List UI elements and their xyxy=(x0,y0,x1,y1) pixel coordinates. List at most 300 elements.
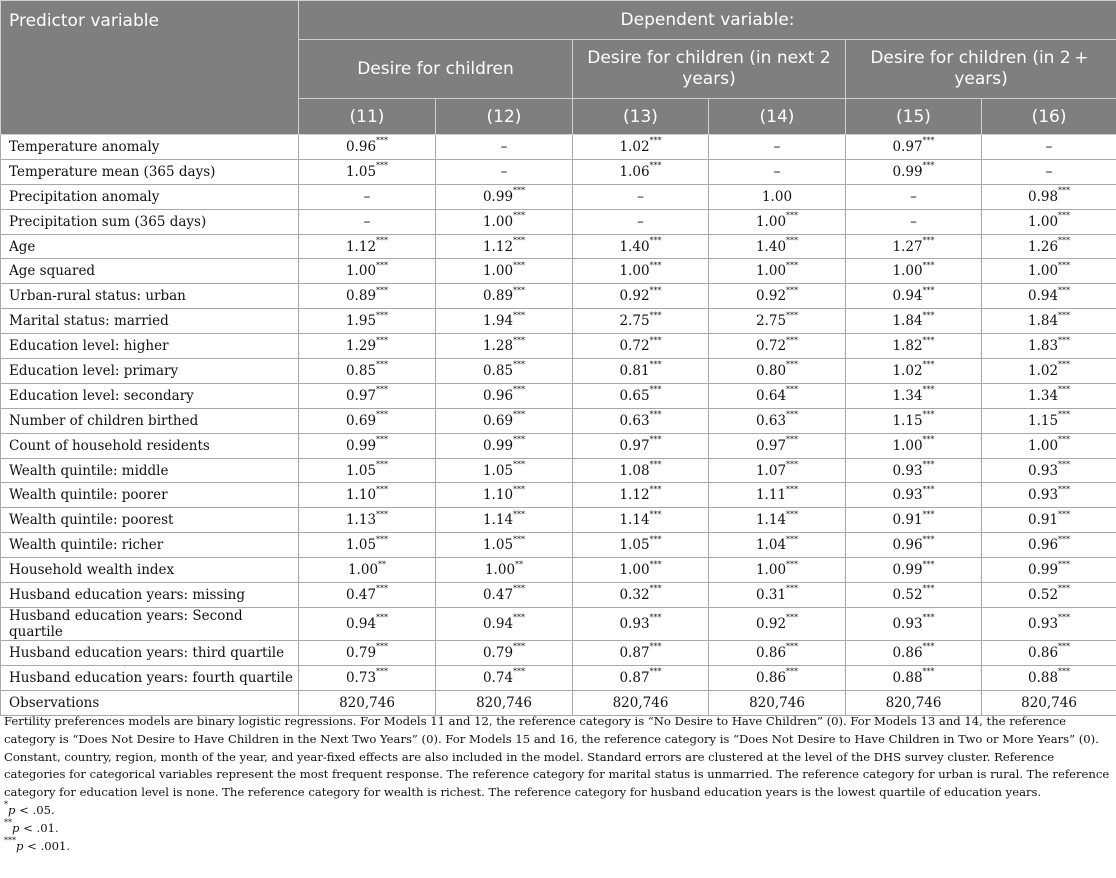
significance-stars: ** xyxy=(515,559,524,569)
table-body xyxy=(1,135,1116,716)
coefficient-cell xyxy=(299,135,436,160)
coefficient-cell xyxy=(436,665,573,690)
coefficient-value: 1.06 xyxy=(619,163,650,180)
coefficient-cell xyxy=(573,640,709,665)
coefficient-value: – xyxy=(773,163,781,180)
coefficient-value: 0.93 xyxy=(1027,462,1059,479)
significance-stars: *** xyxy=(786,310,799,320)
coefficient-value: 1.00 xyxy=(892,263,923,280)
significance-stars: *** xyxy=(513,236,526,245)
coefficient-value: – xyxy=(1045,163,1053,180)
coefficient-value: 0.93 xyxy=(892,487,923,504)
coefficient-value: 0.72 xyxy=(619,338,650,355)
table-row xyxy=(1,458,1116,483)
coefficient-cell xyxy=(982,334,1116,359)
coefficient-cell xyxy=(299,508,436,533)
significance-stars: *** xyxy=(649,509,662,519)
coefficient-value: 1.28 xyxy=(482,338,514,355)
significance-stars: *** xyxy=(376,460,389,470)
coefficient-cell xyxy=(573,334,709,359)
coefficient-value: 1.07 xyxy=(755,462,787,479)
coefficient-cell xyxy=(436,135,573,160)
coefficient-cell xyxy=(299,690,436,715)
coefficient-value: 1.00 xyxy=(347,562,379,579)
coefficient-value: 0.92 xyxy=(755,288,787,305)
significance-stars: *** xyxy=(786,260,799,270)
significance-stars: *** xyxy=(922,667,935,677)
dependent-variable-header: Dependent variable: xyxy=(299,1,1116,40)
coefficient-cell xyxy=(573,483,709,508)
coefficient-value: 1.40 xyxy=(755,238,787,255)
coefficient-value: 1.05 xyxy=(619,537,650,554)
coefficient-value: 0.69 xyxy=(345,412,377,429)
coefficient-cell xyxy=(709,259,846,284)
coefficient-value: 1.15 xyxy=(1027,412,1059,429)
coefficient-cell xyxy=(299,558,436,583)
coefficient-cell xyxy=(299,334,436,359)
coefficient-value: 0.94 xyxy=(345,615,377,632)
coefficient-cell xyxy=(299,259,436,284)
coefficient-value: 1.05 xyxy=(345,462,377,479)
coefficient-cell xyxy=(299,159,436,184)
significance-stars: *** xyxy=(649,667,662,677)
coefficient-value: 1.82 xyxy=(892,338,923,355)
coefficient-value: 0.74 xyxy=(482,669,514,686)
coefficient-value: 1.40 xyxy=(619,238,650,255)
coefficient-cell xyxy=(573,135,709,160)
significance-stars: *** xyxy=(376,613,389,623)
coefficient-cell xyxy=(299,309,436,334)
significance-stars: *** xyxy=(922,534,935,544)
coefficient-cell xyxy=(299,408,436,433)
coefficient-value: 0.63 xyxy=(619,412,650,429)
significance-stars: *** xyxy=(513,385,526,395)
coefficient-cell xyxy=(846,184,982,209)
coefficient-cell xyxy=(573,583,709,608)
row-label: Wealth quintile: poorest xyxy=(1,508,299,533)
coefficient-value: 0.89 xyxy=(345,288,377,305)
coefficient-value: 0.99 xyxy=(1027,562,1059,579)
coefficient-value: 1.34 xyxy=(892,387,923,404)
predictor-header: Predictor variable xyxy=(1,1,299,135)
coefficient-cell xyxy=(846,640,982,665)
significance-stars: *** xyxy=(513,435,526,445)
coefficient-value: 0.99 xyxy=(345,437,377,454)
coefficient-value: 820,746 xyxy=(476,694,532,711)
coefficient-value: 0.93 xyxy=(892,462,923,479)
coefficient-cell xyxy=(573,508,709,533)
coefficient-cell xyxy=(436,259,573,284)
coefficient-cell xyxy=(709,159,846,184)
coefficient-value: 0.52 xyxy=(1027,586,1059,603)
coefficient-value: 1.14 xyxy=(755,512,787,529)
significance-stars: *** xyxy=(1058,667,1071,677)
table-row xyxy=(1,558,1116,583)
significance-stars: *** xyxy=(922,310,935,320)
row-label: Temperature mean (365 days) xyxy=(1,159,299,184)
significance-stars: *** xyxy=(922,285,935,295)
coefficient-cell xyxy=(436,690,573,715)
significance-stars: ** xyxy=(378,559,387,569)
significance-stars: *** xyxy=(649,161,662,171)
coefficient-cell xyxy=(982,508,1116,533)
coefficient-cell xyxy=(299,458,436,483)
coefficient-cell xyxy=(436,159,573,184)
coefficient-value: 1.14 xyxy=(619,512,650,529)
coefficient-cell xyxy=(573,383,709,408)
significance-stars: *** xyxy=(649,460,662,470)
significance-stars: *** xyxy=(786,559,799,569)
coefficient-value: 0.89 xyxy=(482,288,514,305)
coefficient-cell xyxy=(436,309,573,334)
coefficient-cell xyxy=(299,359,436,384)
significance-stars: *** xyxy=(1058,335,1071,345)
significance-stars: *** xyxy=(922,460,935,470)
significance-stars: *** xyxy=(922,136,935,146)
row-label: Husband education years: missing xyxy=(1,583,299,608)
coefficient-cell xyxy=(436,583,573,608)
coefficient-value: 1.00 xyxy=(761,188,793,205)
table-row xyxy=(1,234,1116,259)
coefficient-cell xyxy=(436,234,573,259)
footnote-p: p xyxy=(8,802,16,817)
coefficient-value: – xyxy=(910,213,917,230)
coefficient-cell xyxy=(982,209,1116,234)
coefficient-cell xyxy=(299,533,436,558)
coefficient-cell xyxy=(709,135,846,160)
table-row xyxy=(1,665,1116,690)
coefficient-cell xyxy=(709,408,846,433)
significance-stars: *** xyxy=(1058,410,1071,420)
coefficient-value: 0.91 xyxy=(1027,512,1059,529)
coefficient-cell xyxy=(709,184,846,209)
significance-stars: *** xyxy=(376,584,389,594)
significance-stars: *** xyxy=(376,335,389,345)
coefficient-cell xyxy=(436,558,573,583)
significance-stars: *** xyxy=(513,509,526,519)
significance-stars: *** xyxy=(376,667,389,677)
coefficient-value: 1.00 xyxy=(619,263,650,280)
coefficient-value: 0.91 xyxy=(892,512,923,529)
row-label: Number of children birthed xyxy=(1,408,299,433)
significance-stars: *** xyxy=(376,642,389,652)
significance-stars: *** xyxy=(649,559,662,569)
coefficient-value: 0.97 xyxy=(345,387,377,404)
coefficient-cell xyxy=(573,259,709,284)
coefficient-cell xyxy=(846,259,982,284)
table-row xyxy=(1,483,1116,508)
coefficient-cell xyxy=(846,209,982,234)
significance-stars: *** xyxy=(786,385,799,395)
coefficient-value: 1.10 xyxy=(482,487,514,504)
significance-stars: *** xyxy=(513,360,526,370)
coefficient-value: 0.86 xyxy=(892,644,923,661)
coefficient-cell xyxy=(709,284,846,309)
coefficient-value: 0.85 xyxy=(345,362,377,379)
coefficient-cell xyxy=(299,184,436,209)
coefficient-cell xyxy=(573,184,709,209)
coefficient-value: 0.73 xyxy=(345,669,377,686)
table-notes xyxy=(4,713,1112,855)
significance-stars: *** xyxy=(649,285,662,295)
coefficient-cell xyxy=(846,284,982,309)
significance-stars: *** xyxy=(786,484,799,494)
footnote xyxy=(4,802,1112,820)
coefficient-value: 0.88 xyxy=(1027,669,1059,686)
coefficient-value: 1.84 xyxy=(1027,313,1059,330)
coefficient-cell xyxy=(299,234,436,259)
footnote-p: p xyxy=(12,820,20,835)
coefficient-cell xyxy=(982,383,1116,408)
coefficient-value: 0.65 xyxy=(619,387,650,404)
coefficient-value: 1.00 xyxy=(1027,263,1059,280)
significance-stars: *** xyxy=(649,335,662,345)
significance-stars: *** xyxy=(922,484,935,494)
coefficient-value: – xyxy=(637,213,644,230)
coefficient-cell xyxy=(436,359,573,384)
coefficient-value: – xyxy=(500,138,508,155)
coefficient-cell xyxy=(299,483,436,508)
coefficient-cell xyxy=(436,533,573,558)
significance-stars: *** xyxy=(649,435,662,445)
group-header-2-plus-years: Desire for children (in 2 + years) xyxy=(846,40,1116,99)
coefficient-value: 1.04 xyxy=(755,537,787,554)
table-row xyxy=(1,640,1116,665)
table-row xyxy=(1,508,1116,533)
coefficient-value: 0.93 xyxy=(1027,487,1059,504)
table-row xyxy=(1,334,1116,359)
coefficient-cell xyxy=(846,383,982,408)
significance-stars: *** xyxy=(513,460,526,470)
coefficient-cell xyxy=(709,665,846,690)
significance-stars: *** xyxy=(1058,484,1071,494)
coefficient-value: 0.93 xyxy=(1027,615,1059,632)
significance-stars: *** xyxy=(922,385,935,395)
coefficient-cell xyxy=(573,284,709,309)
coefficient-cell xyxy=(436,383,573,408)
significance-stars: *** xyxy=(376,136,389,146)
significance-stars: *** xyxy=(786,236,799,245)
coefficient-cell xyxy=(982,583,1116,608)
table-row xyxy=(1,184,1116,209)
coefficient-cell xyxy=(573,458,709,483)
coefficient-value: 0.94 xyxy=(1027,288,1059,305)
coefficient-value: 0.32 xyxy=(619,586,650,603)
significance-stars: *** xyxy=(513,310,526,320)
coefficient-value: 1.26 xyxy=(1027,238,1059,255)
coefficient-cell xyxy=(982,607,1116,640)
coefficient-value: 1.02 xyxy=(1027,362,1059,379)
coefficient-cell xyxy=(573,159,709,184)
coefficient-cell xyxy=(846,309,982,334)
coefficient-cell xyxy=(709,234,846,259)
coefficient-value: 0.88 xyxy=(892,669,923,686)
coefficient-cell xyxy=(299,607,436,640)
coefficient-cell xyxy=(709,383,846,408)
table-row xyxy=(1,135,1116,160)
coefficient-value: 820,746 xyxy=(612,694,669,711)
significance-stars: *** xyxy=(376,310,389,320)
coefficient-cell xyxy=(982,433,1116,458)
footnote-stars: ** xyxy=(4,817,12,827)
coefficient-cell xyxy=(982,234,1116,259)
coefficient-cell xyxy=(573,309,709,334)
significance-stars: *** xyxy=(649,310,662,320)
coefficient-value: 0.86 xyxy=(755,644,787,661)
significance-stars: *** xyxy=(376,236,389,245)
significance-stars: *** xyxy=(649,484,662,494)
table-row xyxy=(1,533,1116,558)
significance-stars: *** xyxy=(513,410,526,420)
row-label: Wealth quintile: middle xyxy=(1,458,299,483)
coefficient-value: 0.99 xyxy=(892,163,923,180)
coefficient-cell xyxy=(846,533,982,558)
coefficient-cell xyxy=(846,583,982,608)
coefficient-cell xyxy=(846,334,982,359)
significance-stars: *** xyxy=(1058,435,1071,445)
footnote-text: < .001. xyxy=(23,838,71,853)
coefficient-cell xyxy=(709,458,846,483)
coefficient-value: 0.63 xyxy=(755,412,787,429)
coefficient-cell xyxy=(709,309,846,334)
row-label: Count of household residents xyxy=(1,433,299,458)
coefficient-value: 1.84 xyxy=(892,313,923,330)
coefficient-value: 1.10 xyxy=(345,487,377,504)
coefficient-value: 1.34 xyxy=(1027,387,1059,404)
coefficient-value: 0.94 xyxy=(482,615,514,632)
significance-stars: *** xyxy=(649,642,662,652)
coefficient-value: 1.00 xyxy=(482,213,514,230)
coefficient-cell xyxy=(982,458,1116,483)
coefficient-cell xyxy=(573,359,709,384)
significance-stars: *** xyxy=(376,260,389,270)
row-label: Age squared xyxy=(1,259,299,284)
group-header-next-2-years: Desire for children (in next 2 years) xyxy=(573,40,846,99)
coefficient-value: 1.00 xyxy=(755,263,787,280)
table-row xyxy=(1,309,1116,334)
significance-stars: *** xyxy=(513,534,526,544)
coefficient-cell xyxy=(846,665,982,690)
significance-stars: *** xyxy=(786,360,799,370)
significance-stars: *** xyxy=(1058,460,1071,470)
coefficient-cell xyxy=(299,433,436,458)
table-row xyxy=(1,690,1116,715)
coefficient-value: 0.79 xyxy=(482,644,514,661)
significance-stars: *** xyxy=(376,435,389,445)
coefficient-value: 0.69 xyxy=(482,412,514,429)
coefficient-cell xyxy=(846,408,982,433)
coefficient-cell xyxy=(299,284,436,309)
coefficient-cell xyxy=(982,558,1116,583)
row-label: Urban-rural status: urban xyxy=(1,284,299,309)
table-row xyxy=(1,607,1116,640)
row-label: Observations xyxy=(1,690,299,715)
coefficient-cell xyxy=(709,690,846,715)
coefficient-value: 2.75 xyxy=(619,313,650,330)
coefficient-value: 1.08 xyxy=(619,462,650,479)
coefficient-cell xyxy=(573,607,709,640)
row-label: Husband education years: Second quartile xyxy=(1,607,299,640)
coefficient-cell xyxy=(846,433,982,458)
table-row xyxy=(1,259,1116,284)
coefficient-cell xyxy=(982,665,1116,690)
row-label: Temperature anomaly xyxy=(1,135,299,160)
row-label: Education level: higher xyxy=(1,334,299,359)
coefficient-value: 0.86 xyxy=(755,669,787,686)
significance-stars: *** xyxy=(376,534,389,544)
coefficient-value: 1.00 xyxy=(755,213,787,230)
significance-stars: *** xyxy=(376,161,389,171)
coefficient-cell xyxy=(436,508,573,533)
significance-stars: *** xyxy=(513,613,526,623)
model-header: (12) xyxy=(436,99,573,135)
significance-stars: *** xyxy=(376,410,389,420)
coefficient-value: 0.87 xyxy=(619,644,650,661)
coefficient-cell xyxy=(709,558,846,583)
row-label: Precipitation anomaly xyxy=(1,184,299,209)
significance-stars: *** xyxy=(786,509,799,519)
coefficient-value: 1.00 xyxy=(1027,437,1059,454)
table-row xyxy=(1,209,1116,234)
row-label: Marital status: married xyxy=(1,309,299,334)
coefficient-value: 1.13 xyxy=(345,512,377,529)
significance-stars: *** xyxy=(922,559,935,569)
table-note-text: Fertility preferences models are binary logistic regressions. For Models 11 and 12, the reference category is “No Desire to Have Children” (0). For Models 13 and 14, the reference category is “Does Not Desire to Have Children in the Next Two Years” (0). For Models 15 and 16, the reference category is “Does Not Desire to Have Children in Two or More Years” (0). Constant, country, region, month of the year, and year-fixed effects are also included in the model. Standard errors are clustered at the level of the DHS survey cluster. Reference categories for categorical variables represent the most frequent response. The reference category for marital status is unmarried. The reference category for urban is rural. The reference category for education level is none. The reference category for wealth is richest. The reference category for husband education years is the lowest quartile of education years. xyxy=(4,714,1110,800)
coefficient-cell xyxy=(846,135,982,160)
coefficient-cell xyxy=(846,483,982,508)
coefficient-value: 0.64 xyxy=(755,387,787,404)
significance-stars: *** xyxy=(1058,509,1071,519)
significance-stars: *** xyxy=(376,484,389,494)
coefficient-cell xyxy=(846,690,982,715)
coefficient-cell xyxy=(846,558,982,583)
significance-stars: *** xyxy=(513,186,526,196)
row-label: Husband education years: fourth quartile xyxy=(1,665,299,690)
coefficient-cell xyxy=(436,408,573,433)
significance-stars: *** xyxy=(786,211,799,221)
coefficient-value: 0.97 xyxy=(619,437,650,454)
coefficient-cell xyxy=(982,135,1116,160)
significance-stars: *** xyxy=(513,584,526,594)
significance-stars: *** xyxy=(1058,559,1071,569)
coefficient-cell xyxy=(982,640,1116,665)
significance-stars: *** xyxy=(649,410,662,420)
coefficient-value: 0.97 xyxy=(892,138,923,155)
coefficient-value: 1.11 xyxy=(755,487,787,504)
coefficient-cell xyxy=(709,640,846,665)
coefficient-value: 0.99 xyxy=(482,437,514,454)
model-header: (14) xyxy=(709,99,846,135)
table-row xyxy=(1,159,1116,184)
significance-stars: *** xyxy=(786,435,799,445)
significance-stars: *** xyxy=(786,642,799,652)
coefficient-value: 0.99 xyxy=(892,562,923,579)
coefficient-value: – xyxy=(1045,138,1053,155)
footnote-p: p xyxy=(16,838,24,853)
significance-stars: *** xyxy=(513,285,526,295)
significance-stars: *** xyxy=(786,613,799,623)
significance-stars: *** xyxy=(1058,260,1071,270)
coefficient-cell xyxy=(709,334,846,359)
model-header: (11) xyxy=(299,99,436,135)
significance-stars: *** xyxy=(513,484,526,494)
coefficient-cell xyxy=(436,284,573,309)
coefficient-cell xyxy=(846,359,982,384)
significance-stars: *** xyxy=(1058,360,1071,370)
coefficient-cell xyxy=(709,483,846,508)
coefficient-value: 0.97 xyxy=(755,437,787,454)
coefficient-cell xyxy=(982,533,1116,558)
